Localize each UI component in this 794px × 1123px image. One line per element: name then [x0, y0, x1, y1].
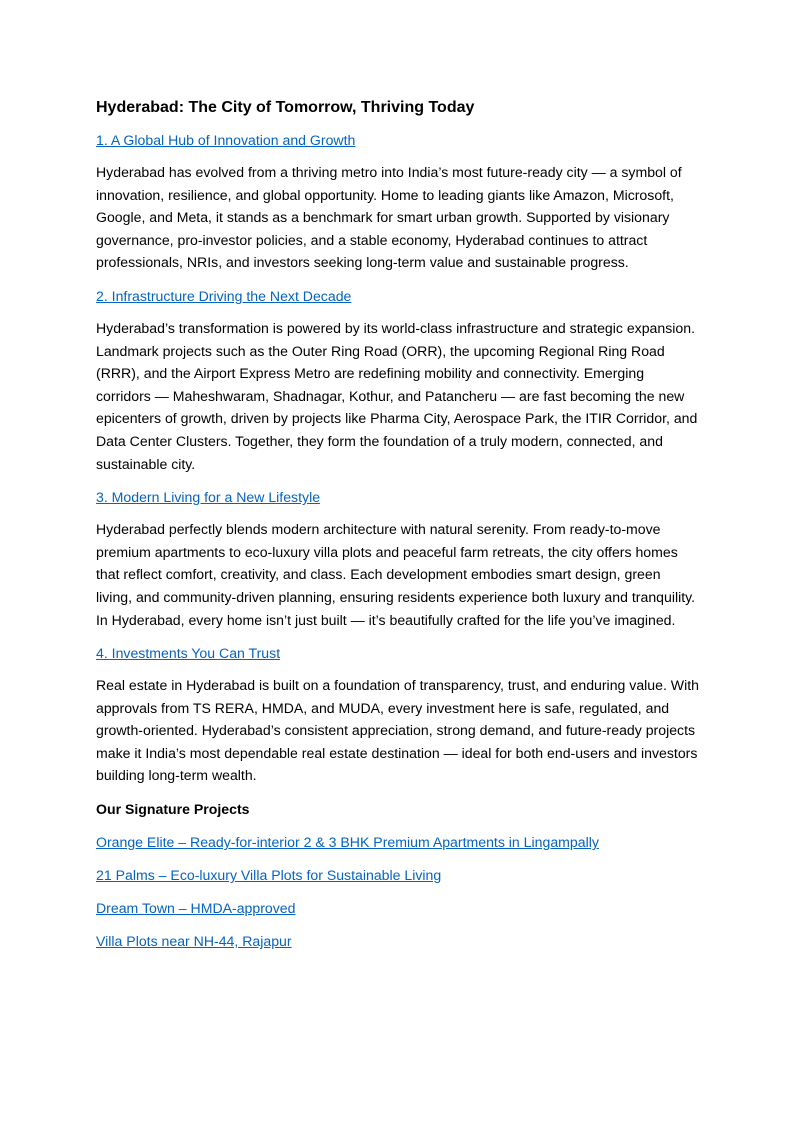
section-link-modern-living[interactable]: 3. Modern Living for a New Lifestyle — [96, 489, 321, 506]
document-page — [96, 96, 700, 963]
page-title: Hyderabad: The City of Tomorrow, Thriving Today — [96, 99, 475, 116]
section-link-investments[interactable]: 4. Investments You Can Trust — [96, 645, 281, 662]
project-link-21-palms[interactable]: 21 Palms – Eco-luxury Villa Plots for Sustainable Living — [96, 867, 442, 884]
project-link-orange-elite[interactable]: Orange Elite – Ready-for-interior 2 & 3 BHK Premium Apartments in Lingampally — [96, 834, 599, 851]
projects-heading: Our Signature Projects — [96, 801, 250, 818]
section-body-infrastructure: Hyderabad’s transformation is powered by its world-class infrastructure and strategic expansion. Landmark projects such as the Outer Ring Road (ORR), the upcoming Regional Ring Road (RRR), and the Airport Express Metro are redefining mobility and connectivity. Emerging corridors — Maheshwaram, Shadnagar, Kothur, and Patancheru — are fast becoming the new epicenters of growth, driven by projects like Pharma City, Aerospace Park, the ITIR Corridor, and Data Center Clusters. Together, they form the foundation of a truly modern, connected, and sustainable city. — [96, 319, 698, 472]
section-body-global-hub: Hyderabad has evolved from a thriving metro into India’s most future-ready city — a symbol of innovation, resilience, and global opportunity. Home to leading giants like Amazon, Microsoft, Google, and Meta, it stands as a benchmark for smart urban growth. Supported by visionary governance, pro-investor policies, and a stable economy, Hyderabad continues to attract professionals, NRIs, and investors seeking long-term value and sustainable progress. — [96, 164, 682, 271]
project-link-villa-plots[interactable]: Villa Plots near NH-44, Rajapur — [96, 933, 292, 950]
project-link-dream-town[interactable]: Dream Town – HMDA-approved — [96, 900, 296, 917]
section-link-global-hub[interactable]: 1. A Global Hub of Innovation and Growth — [96, 132, 356, 148]
section-body-modern-living: Hyderabad perfectly blends modern architecture with natural serenity. From ready-to-move premium apartments to eco-luxury villa plots and peaceful farm retreats, the city offers homes that reflect comfort, creativity, and class. Each development embodies smart design, green living, and community-driven planning, ensuring residents experience both luxury and tranquility. In Hyderabad, every home isn’t just built — it’s beautifully crafted for the life you’ve imagined. — [96, 521, 696, 628]
section-link-infrastructure[interactable]: 2. Infrastructure Driving the Next Decade — [96, 287, 352, 304]
section-body-investments: Real estate in Hyderabad is built on a foundation of transparency, trust, and enduring value. With approvals from TS RERA, HMDA, and MUDA, every investment here is safe, regulated, and growth-oriented. Hyderabad’s consistent appreciation, strong demand, and future-ready projects make it India’s most dependable real estate destination — ideal for both end-users and investors building long-term wealth. — [96, 677, 699, 784]
